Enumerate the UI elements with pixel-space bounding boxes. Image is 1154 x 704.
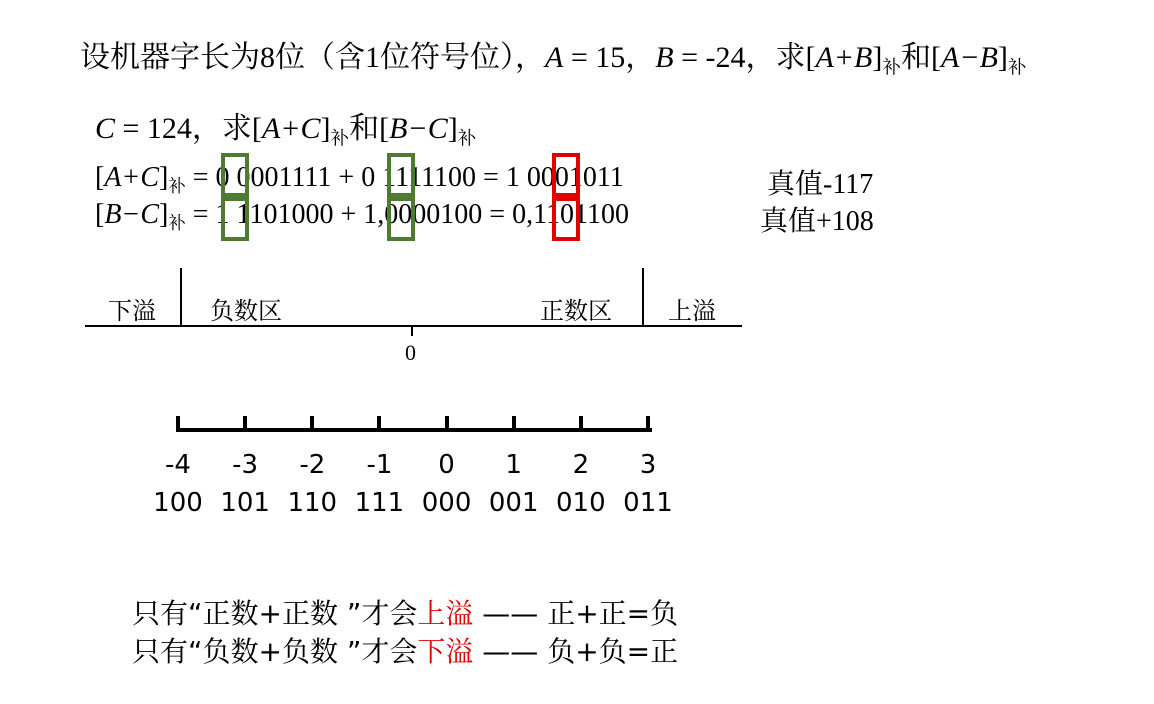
zero-tick [411, 326, 413, 336]
lhs-expression: A+C [104, 162, 160, 193]
bracket-close: ] [159, 162, 169, 193]
number-line-tick [445, 416, 449, 430]
summary-text: 只有“负数+负数 ”才会 [132, 635, 418, 668]
problem-statement-2 [95, 103, 476, 151]
sign-bit-highlight [387, 153, 415, 197]
negative-zone-label: 负数区 [210, 299, 282, 325]
number-line-value: 0 [438, 450, 455, 480]
number-line-value: -2 [299, 450, 326, 480]
number-line-code: 001 [488, 488, 539, 518]
number-line-tick [310, 416, 314, 430]
bracket-close: ] [159, 199, 169, 230]
operand-2: ,0000100 = [377, 199, 513, 230]
conjunction: 和[ [349, 112, 390, 145]
summary-text: 只有“正数+正数 ”才会 [132, 597, 418, 630]
expr-a-plus-c: A+C [261, 112, 321, 145]
complement-subscript: 补 [457, 128, 477, 150]
number-line-code: 111 [354, 488, 405, 518]
bracket-close: ] [320, 112, 331, 145]
number-line-tick [243, 416, 247, 430]
number-line-code: 100 [153, 488, 203, 518]
equals-sign: = [185, 162, 216, 193]
lhs-expression: B−C [104, 199, 160, 230]
sign-bit-1: 1 [215, 199, 230, 230]
overflow-label: 上溢 [668, 299, 716, 325]
underflow-term: 下溢 [417, 635, 474, 668]
expr-a-plus-b: A+B [815, 41, 873, 74]
number-line-tick [377, 416, 381, 430]
bracket-close: ] [872, 41, 883, 74]
result-bits: ,1101100 [526, 199, 629, 230]
sign-bit-1: 0 [215, 162, 230, 193]
expr-a-minus-b: A−B [941, 41, 998, 74]
complement-subscript: 补 [330, 128, 350, 150]
number-line-tick [176, 416, 180, 430]
equals-sign: = [185, 199, 216, 230]
sign-bit-highlight [387, 197, 415, 241]
result-sign-bit: 0 [512, 199, 527, 230]
bracket-close: ] [447, 112, 458, 145]
sign-bit-highlight [221, 153, 249, 197]
b-value: = -24，求[ [673, 41, 816, 74]
expr-b-minus-c: B−C [389, 112, 448, 145]
summary-rule: —— 正+正=负 [473, 597, 679, 630]
number-line-tick [646, 416, 650, 430]
c-value: = 124，求[ [115, 112, 262, 145]
positive-zone-label: 正数区 [540, 299, 612, 325]
number-line-code: 110 [287, 488, 338, 518]
number-line-value: -3 [232, 450, 259, 480]
bracket-open: [ [95, 162, 105, 193]
summary-line-1 [132, 592, 678, 632]
number-line-value: 3 [639, 450, 657, 480]
number-line-value: -4 [165, 450, 191, 480]
overflow-term: 上溢 [417, 597, 474, 630]
var-c: C [95, 112, 116, 145]
zero-label: 0 [405, 340, 416, 365]
a-value: = 15， [563, 41, 656, 74]
equation-a-plus-c [95, 162, 624, 197]
number-line-value: -1 [366, 450, 393, 480]
complement-subscript: 补 [168, 214, 186, 234]
operand-1: 1101000 + [229, 199, 364, 230]
number-line-value: 1 [505, 450, 522, 480]
conjunction: 和[ [901, 41, 941, 74]
sign-bit-2: 1 [363, 199, 378, 230]
number-line-code: 101 [220, 488, 270, 518]
bracket-open: [ [95, 199, 105, 230]
var-b: B [655, 41, 674, 74]
equation-b-minus-c [95, 199, 629, 234]
operand-1: 0001111 + [229, 162, 362, 193]
result-sign-bit: 1 [505, 162, 520, 193]
range-divider-right [642, 268, 644, 326]
overflow-bit-highlight [552, 153, 580, 197]
truth-value-2: 真值+108 [760, 206, 874, 237]
complement-subscript: 补 [882, 57, 901, 79]
truth-value-1: 真值-117 [767, 169, 874, 200]
problem-statement [80, 32, 1027, 80]
number-line-code: 011 [623, 488, 673, 518]
bracket-close: ] [997, 41, 1008, 74]
complement-subscript: 补 [1007, 57, 1027, 79]
var-a: A [545, 41, 564, 74]
number-line-tick [579, 416, 583, 430]
overflow-bit-highlight [552, 197, 580, 241]
problem-intro: 设机器字长为8位（含1位符号位）， [80, 41, 545, 74]
result-bits: 0001011 [519, 162, 624, 193]
number-line-value: 2 [572, 450, 590, 480]
summary-line-2 [132, 630, 678, 670]
sign-bit-highlight [221, 197, 249, 241]
sign-bit-2: 0 [361, 162, 376, 193]
number-line-code: 000 [421, 488, 472, 518]
number-line-tick [512, 416, 516, 430]
complement-subscript: 补 [168, 177, 186, 197]
number-line-code: 010 [556, 488, 606, 518]
summary-rule: —— 负+负=正 [473, 635, 679, 668]
range-divider-left [180, 268, 182, 326]
underflow-label: 下溢 [108, 299, 156, 325]
operand-2: 1111100 = [375, 162, 506, 193]
